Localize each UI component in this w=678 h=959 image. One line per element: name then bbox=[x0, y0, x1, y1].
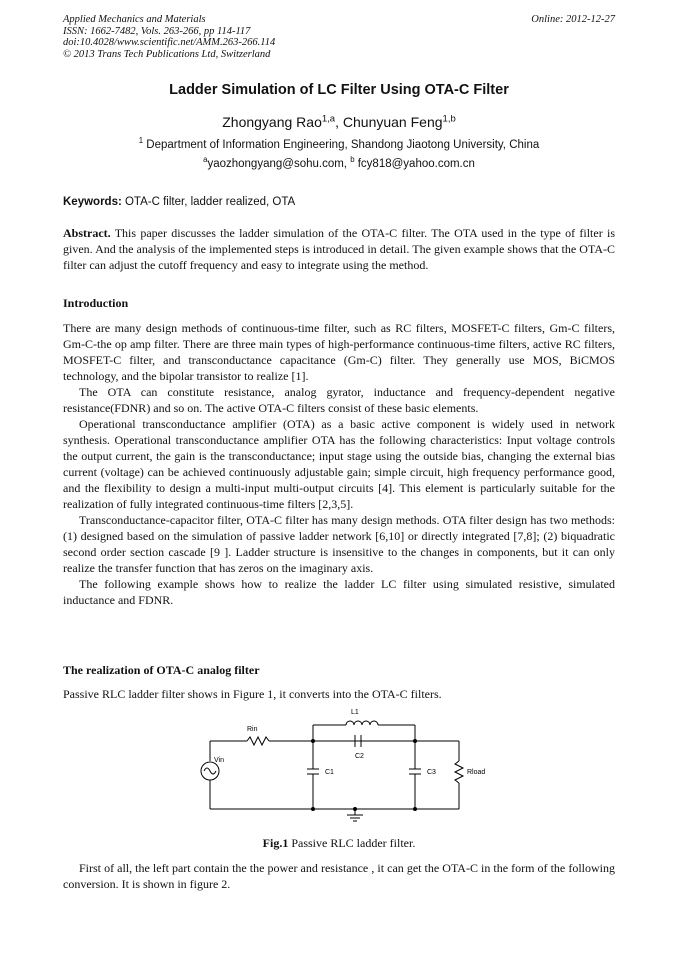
email-a[interactable]: yaozhongyang@sohu.com bbox=[207, 158, 344, 170]
rload-resistor bbox=[455, 761, 463, 783]
copyright-line: © 2013 Trans Tech Publications Ltd, Switzerland bbox=[63, 48, 271, 60]
paper-title: Ladder Simulation of LC Filter Using OTA-C Filter bbox=[169, 82, 509, 98]
figure-caption-text: Passive RLC ladder filter. bbox=[288, 836, 416, 850]
intro-paragraph-4: Transconductance-capacitor filter, OTA-C filter has many design methods. OTA filter design has two methods: (1) designed based on the simulation of passive ladder network [6,10] or directly integrated [7,8]; (2) biquadratic second order section cascade [9 ]. Ladder structure is insensitive to the changes in components, but it can only realize the transfer function that has zeros on the imaginary axis. bbox=[63, 513, 615, 575]
introduction-body bbox=[63, 320, 615, 608]
issn-line: ISSN: 1662-7482, Vols. 263-266, pp 114-117 bbox=[63, 25, 251, 37]
label-rin: Rin bbox=[247, 726, 258, 733]
intro-paragraph-5: The following example shows how to realize the ladder LC filter using simulated resistive, simulated inductance and FDNR. bbox=[63, 577, 615, 607]
junction-dot bbox=[413, 739, 417, 743]
keywords-text: OTA-C filter, ladder realized, OTA bbox=[121, 196, 296, 208]
email-a-marker: a bbox=[203, 155, 208, 165]
author-line bbox=[0, 114, 678, 130]
journal-header bbox=[63, 14, 615, 60]
online-date: Online: 2012-12-27 bbox=[531, 14, 615, 25]
label-l1: L1 bbox=[351, 709, 359, 716]
intro-paragraph-1: There are many design methods of continuous-time filter, such as RC filters, MOSFET-C filters, Gm-C filters, Gm-C-the op amp filter. There are three main types of high-performance continuous-time filters, active RC filters, MOSFET-C filter, and transconductance capacitance (Gm-C) filter. They generally use MOS, BiCMOS technology, and the bipolar transistor to realize [1]. bbox=[63, 321, 615, 383]
keywords-label: Keywords: bbox=[63, 196, 122, 208]
junction-dot bbox=[311, 807, 315, 811]
junction-dot bbox=[353, 807, 357, 811]
label-c2: C2 bbox=[355, 753, 364, 760]
label-c1: C1 bbox=[325, 769, 334, 776]
label-rload: Rload bbox=[467, 769, 485, 776]
closing-paragraph: First of all, the left part contain the the power and resistance , it can get the OTA-C in the form of the following conversion. It is shown in figure 2. bbox=[63, 861, 615, 891]
rlc-ladder-circuit bbox=[195, 705, 485, 829]
intro-paragraph-2: The OTA can constitute resistance, analog gyrator, inductance and frequency-dependent negative resistance(FDNR) and so on. The active OTA-C filters consist of these basic elements. bbox=[63, 385, 615, 415]
abstract-text: This paper discusses the ladder simulation of the OTA-C filter. The OTA used in the type of filter is given. And the analysis of the implemented steps is introduced in detail. The given example shows that the OTA-C filter can adjust the cutoff frequency and easy to integrate using the method. bbox=[63, 226, 615, 272]
affiliation-text: Department of Information Engineering, Shandong Jiaotong University, China bbox=[143, 139, 540, 151]
keywords bbox=[63, 196, 295, 208]
figure-label: Fig.1 bbox=[262, 836, 289, 850]
email-b[interactable]: fcy818@yahoo.com.cn bbox=[354, 158, 475, 170]
affiliation-marker: 1 bbox=[138, 136, 144, 146]
vin-sine bbox=[204, 768, 216, 774]
author-1-affil: 1,a bbox=[321, 113, 336, 125]
affiliation bbox=[0, 136, 678, 151]
abstract-label: Abstract. bbox=[63, 226, 111, 240]
author-2: Chunyuan Feng bbox=[342, 114, 443, 130]
author-2-affil: 1,b bbox=[442, 113, 456, 125]
abstract bbox=[63, 225, 615, 273]
rin-resistor bbox=[247, 737, 269, 745]
figure-caption bbox=[0, 836, 678, 851]
email-line bbox=[0, 155, 678, 170]
junction-dot bbox=[311, 739, 315, 743]
author-separator: , bbox=[335, 114, 343, 130]
email-b-marker: b bbox=[350, 155, 355, 165]
author-1: Zhongyang Rao bbox=[222, 114, 322, 130]
journal-name: Applied Mechanics and Materials bbox=[63, 14, 206, 25]
email-separator: , bbox=[343, 158, 351, 170]
introduction-heading: Introduction bbox=[63, 296, 129, 310]
doi-line: doi:10.4028/www.scientific.net/AMM.263-266.114 bbox=[63, 37, 276, 48]
section-heading-realization: The realization of OTA-C analog filter bbox=[63, 663, 260, 677]
junction-dot bbox=[413, 807, 417, 811]
intro-paragraph-3: Operational transconductance amplifier (OTA) as a basic active component is widely used in network synthesis. Operational transconductance amplifier OTA has the following characteristics: Input voltage controls the output current, the gain is the transconductance; input stage using the outside bias, changing the external bias current (voltage) can be achieved continuously adjustable gain; simple circuit, high frequency performance good, and the flexibility to design a multi-input multi-output circuits [4]. This element is particularly suitable for the realization of fully integrated continuous-time filters [2,3,5]. bbox=[63, 417, 615, 511]
section-intro: Passive RLC ladder filter shows in Figure 1, it converts into the OTA-C filters. bbox=[63, 687, 442, 701]
label-vin: Vin bbox=[214, 757, 224, 764]
label-c3: C3 bbox=[427, 769, 436, 776]
l1-inductor bbox=[346, 721, 378, 725]
